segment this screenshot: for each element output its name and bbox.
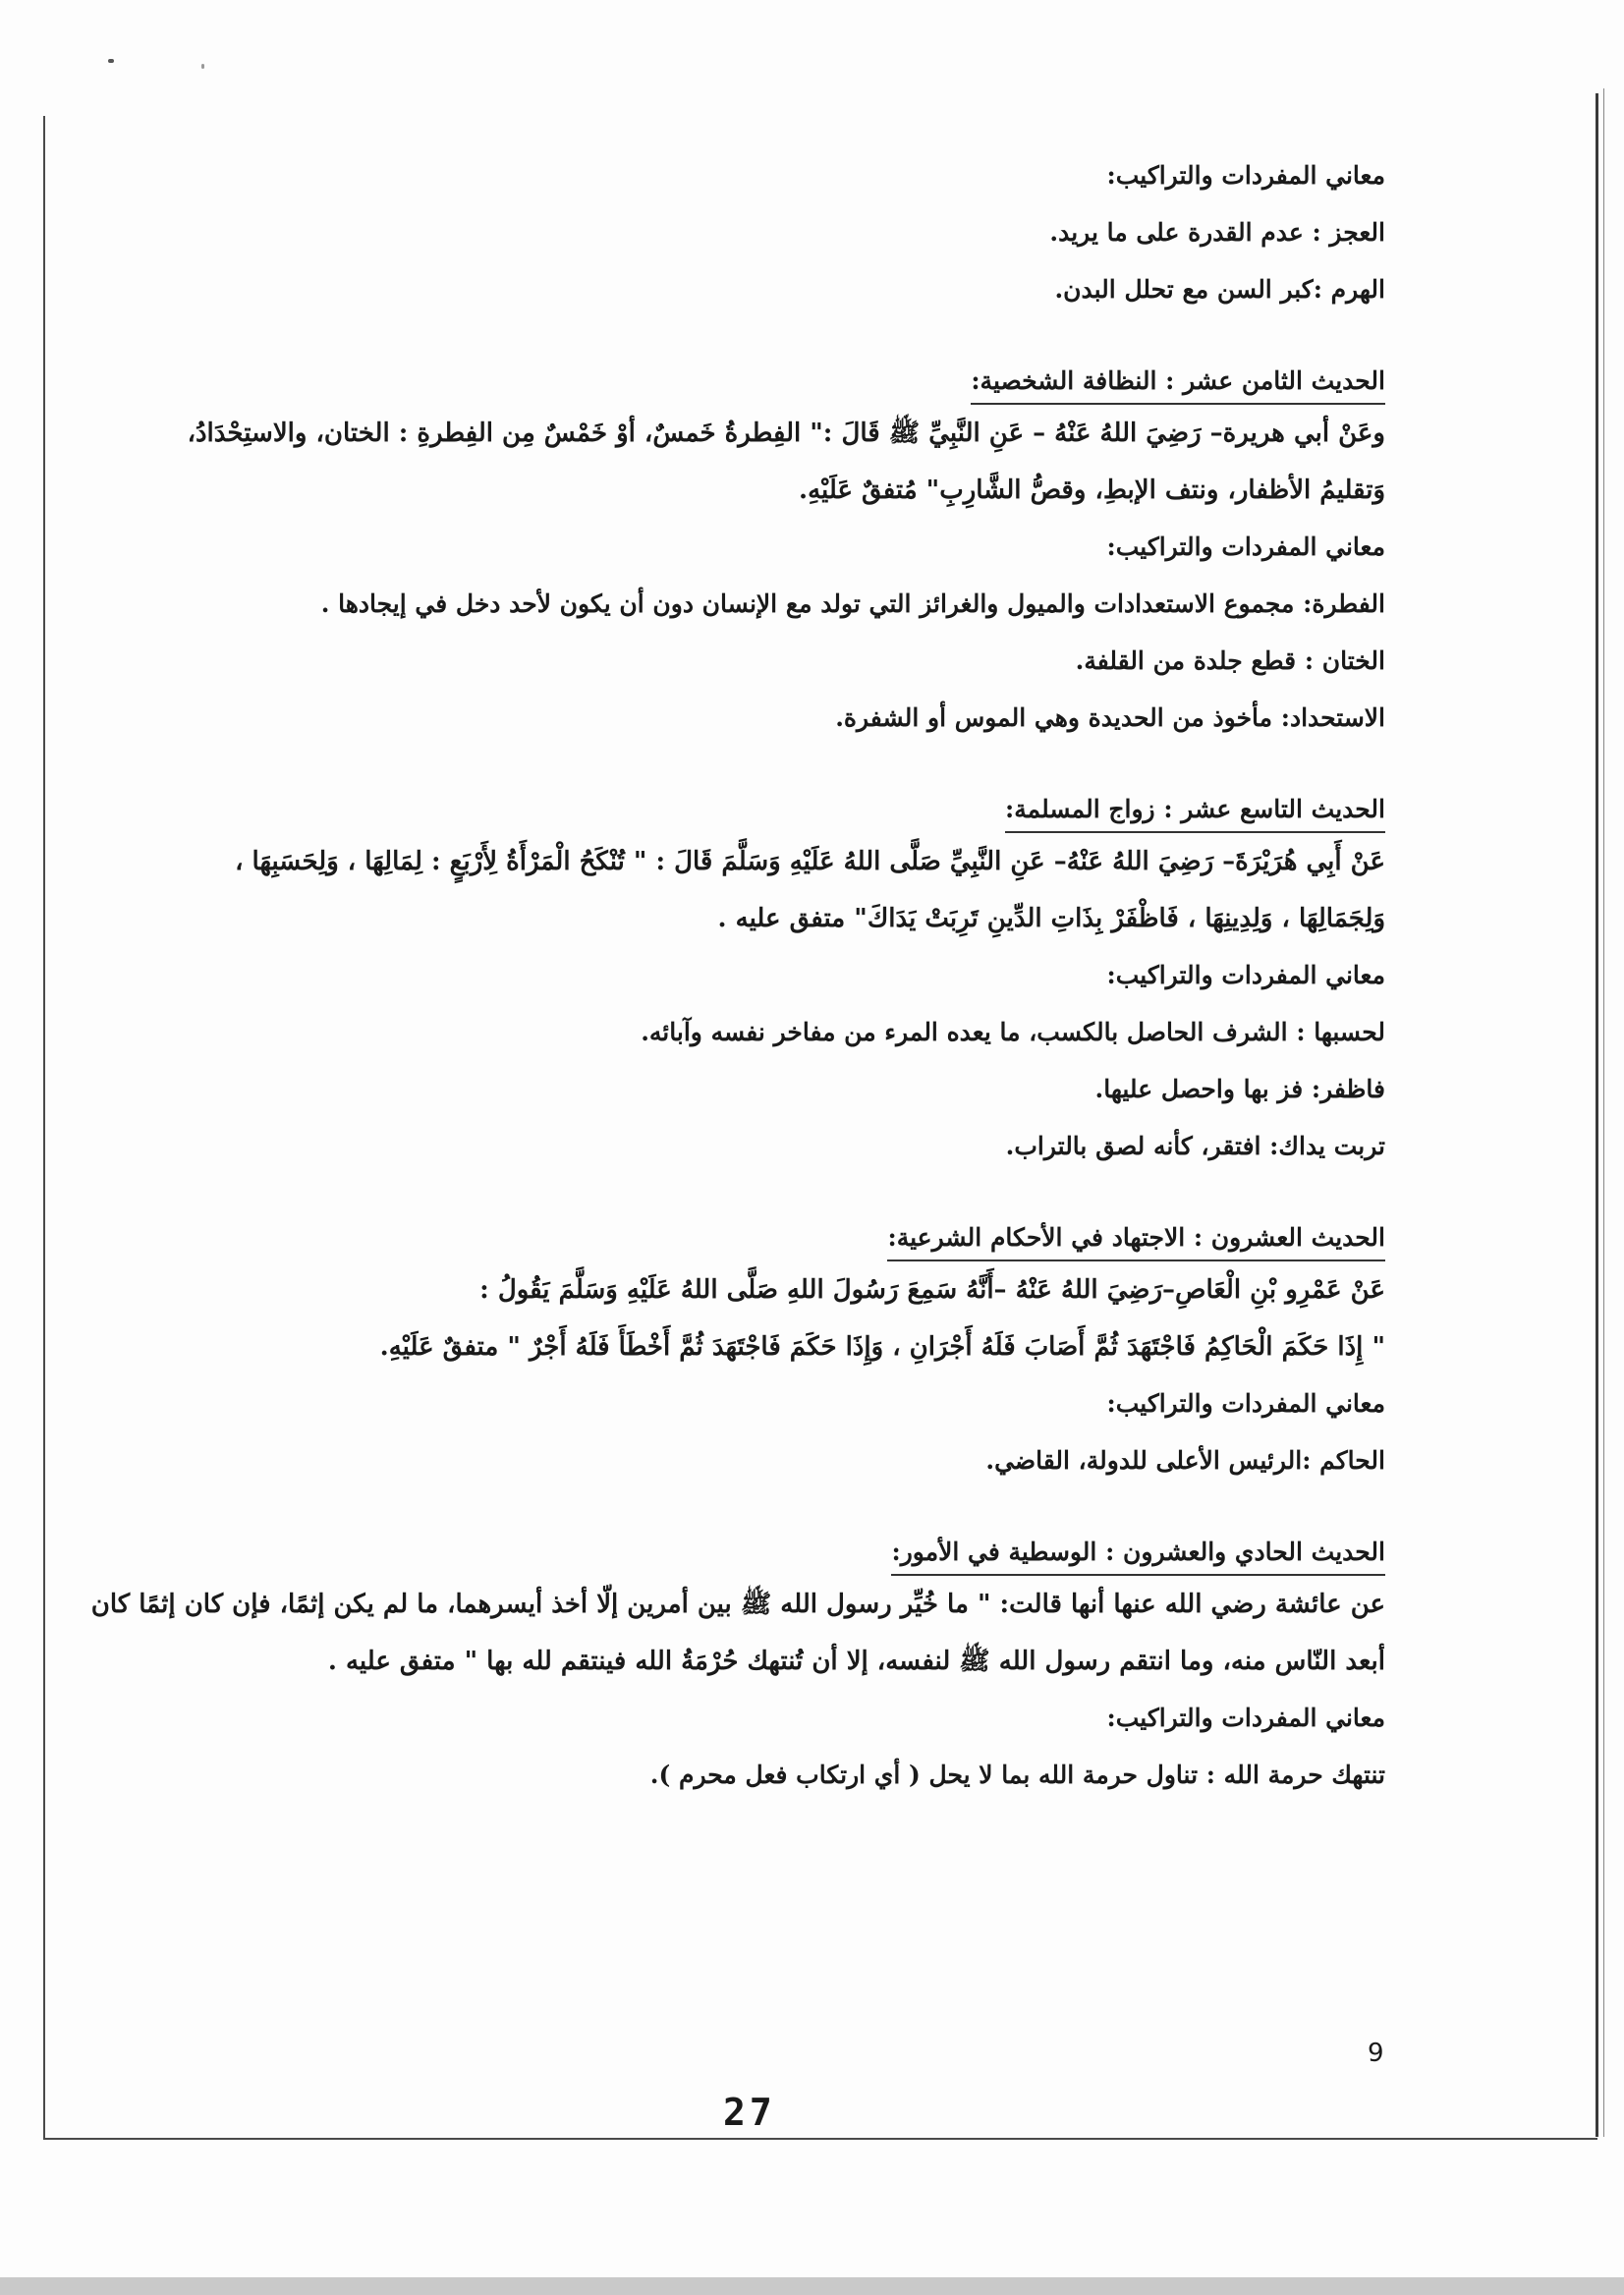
vocab-heading: معاني المفردات والتراكيب: <box>1106 161 1385 190</box>
page-border-right-shadow <box>1603 88 1604 2137</box>
vocab-heading: معاني المفردات والتراكيب: <box>1106 532 1385 561</box>
hadith-section-21 <box>90 1533 1385 1804</box>
vocab-line: الاستحداد: مأخوذ من الحديدة وهي الموس أو الشفرة. <box>835 703 1385 732</box>
page-border-right <box>1596 93 1598 2137</box>
page-border-bottom <box>43 2138 1597 2140</box>
vocab-line: تربت يداك: افتقر، كأنه لصق بالتراب. <box>1005 1132 1385 1160</box>
hadith-text-line: وَتقليمُ الأظفار، ونتف الإبطِ، وقصُّ الشَّارِبِ" مُتفقٌ عَلَيْهِ. <box>799 476 1385 505</box>
hadith-text-line: عَنْ أَبِي هُرَيْرَةَ– رَضِيَ اللهُ عَنْهُ– عَنِ النَّبِيِّ صَلَّى اللهُ عَلَيْهِ وَسَلَّمَ قَالَ : " تُنْكَحُ الْمَرْأَةُ لِأَرْبَعٍ : لِمَالِهَا ، وَلِحَسَبِهَا ، <box>235 847 1385 876</box>
section-title: الحديث الثامن عشر : النظافة الشخصية: <box>971 362 1385 405</box>
vocab-line: الختان : قطع جلدة من القلفة. <box>1075 646 1385 675</box>
handwritten-page-number: 27 <box>723 2091 776 2134</box>
hadith-text-line: أبعد النّاس منه، وما انتقم رسول الله ﷺ لنفسه، إلا أن تُنتهك حُرْمَةُ الله فينتقم لله بها " متفق عليه . <box>327 1647 1385 1676</box>
vocab-line: لحسبها : الشرف الحاصل بالكسب، ما يعده المرء من مفاخر نفسه وآبائه. <box>641 1018 1385 1046</box>
vocab-heading: معاني المفردات والتراكيب: <box>1106 1704 1385 1732</box>
hadith-text-line: وَلِجَمَالِهَا ، وَلِدِينِهَا ، فَاظْفَرْ بِذَاتِ الدِّينِ تَرِبَتْ يَدَاكَ" متفق عليه . <box>717 904 1385 933</box>
vocab-line: فاظفر: فز بها واحصل عليها. <box>1094 1075 1385 1103</box>
hadith-section-19 <box>235 790 1385 1175</box>
intro-vocab-block <box>285 147 1385 318</box>
vocab-heading: معاني المفردات والتراكيب: <box>1106 961 1385 989</box>
scan-speck <box>108 59 114 63</box>
scan-edge-band <box>0 2277 1624 2295</box>
vocab-line: الهرم :كبر السن مع تحلل البدن. <box>1054 275 1385 304</box>
vocab-line: العجز : عدم القدرة على ما يريد. <box>1049 218 1385 247</box>
hadith-text-line: " إِذَا حَكَمَ الْحَاكِمُ فَاجْتَهَدَ ثُمَّ أَصَابَ فَلَهُ أَجْرَانِ ، وَإِذَا حَكَمَ فَاجْتَهَدَ ثُمَّ أَخْطَأَ فَلَهُ أَجْرٌ " متفقٌ عَلَيْهِ. <box>379 1332 1385 1362</box>
hadith-text-line: وعَنْ أبي هريرة– رَضِيَ اللهُ عَنْهُ – عَنِ النَّبِيِّ ﷺ قَالَ :" الفِطرةُ خَمسٌ، أوْ خَمْسٌ مِن الفِطرةِ : الختان، والاستِحْدَادُ، <box>187 419 1385 448</box>
scan-speck <box>201 64 204 69</box>
document-body <box>90 147 1385 1804</box>
hadith-section-20 <box>285 1218 1385 1489</box>
section-title: الحديث الحادي والعشرون : الوسطية في الأمور: <box>891 1533 1385 1576</box>
page-border-left <box>43 116 45 2140</box>
hadith-section-18 <box>187 362 1385 747</box>
section-title: الحديث العشرون : الاجتهاد في الأحكام الشرعية: <box>887 1218 1385 1261</box>
vocab-line: الحاكم :الرئيس الأعلى للدولة، القاضي. <box>985 1446 1385 1475</box>
vocab-heading: معاني المفردات والتراكيب: <box>1106 1389 1385 1418</box>
hadith-text-line: عن عائشة رضي الله عنها أنها قالت: " ما خُيِّر رسول الله ﷺ بين أمرين إلّا أخذ أيسرهما، ما لم يكن إثمًا، فإن كان إثمًا كان <box>90 1590 1385 1619</box>
vocab-line: تنتهك حرمة الله : تناول حرمة الله بما لا يحل ( أي ارتكاب فعل محرم ). <box>649 1761 1385 1789</box>
page-number: 9 <box>1368 2039 1384 2068</box>
vocab-line: الفطرة: مجموع الاستعدادات والميول والغرائز التي تولد مع الإنسان دون أن يكون لأحد دخل في إيجادها . <box>320 589 1385 618</box>
section-title: الحديث التاسع عشر : زواج المسلمة: <box>1005 790 1385 833</box>
hadith-text-line: عَنْ عَمْرِو بْنِ الْعَاصِ–رَضِيَ اللهُ عَنْهُ –أَنَّهُ سَمِعَ رَسُولَ اللهِ صَلَّى اللهُ عَلَيْهِ وَسَلَّمَ يَقُولُ : <box>479 1275 1385 1305</box>
